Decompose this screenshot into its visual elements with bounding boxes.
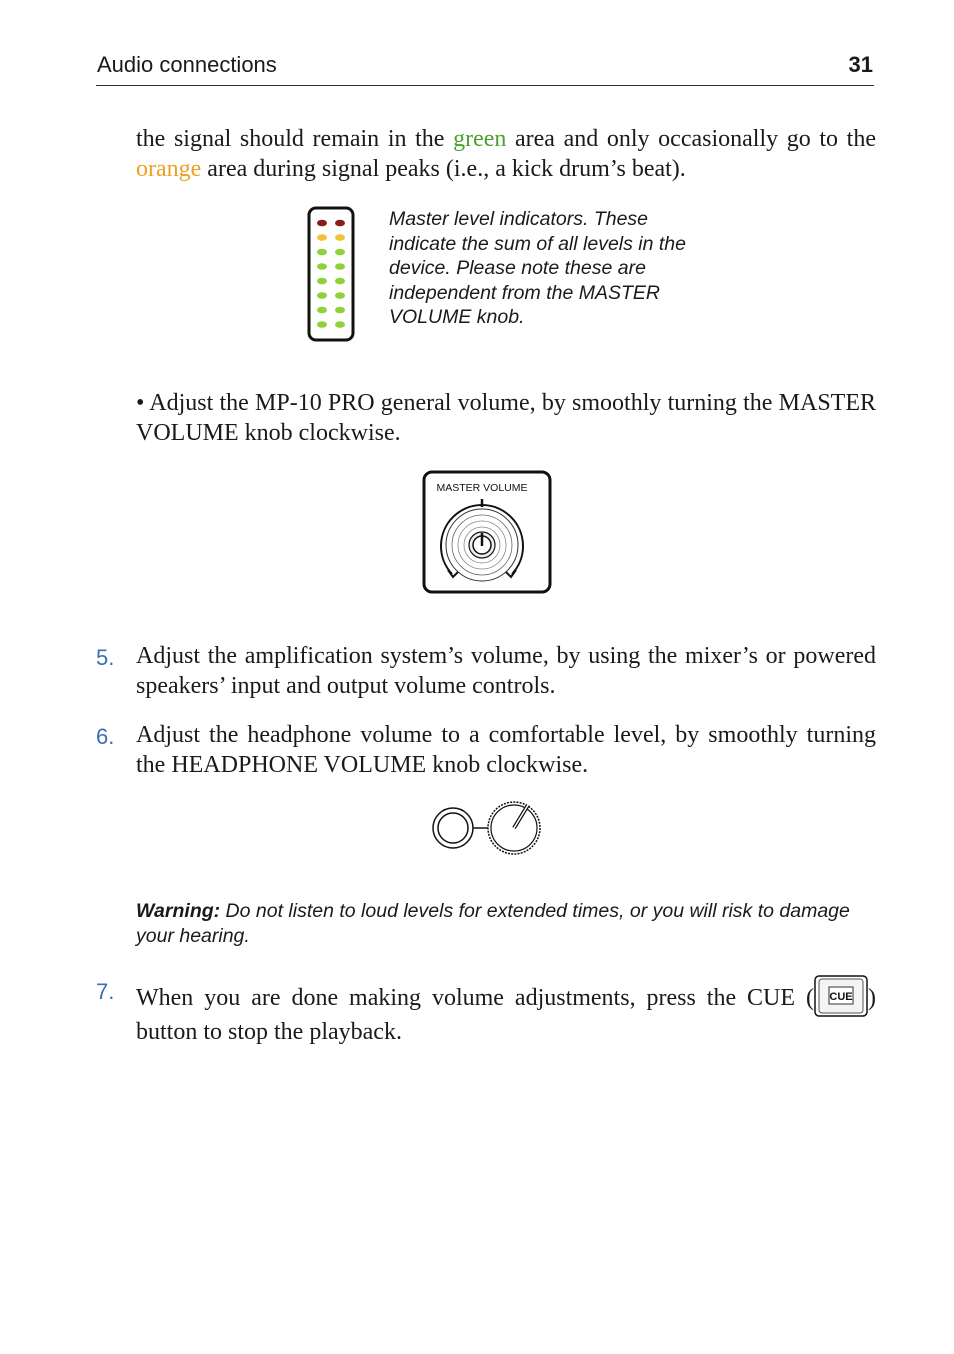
warning-text: Do not listen to loud levels for extended times, or you will risk to damage your hearing. bbox=[136, 900, 850, 947]
intro-text-3: area during signal peaks (i.e., a kick drum’s beat). bbox=[201, 156, 686, 182]
led-indicator bbox=[335, 234, 345, 241]
green-word: green bbox=[453, 126, 507, 152]
page-number: 31 bbox=[848, 52, 873, 77]
warning-label: Warning: bbox=[136, 900, 221, 922]
step-number-7: 7. bbox=[96, 979, 115, 1004]
header-rule bbox=[96, 85, 874, 86]
master-volume-knob-icon bbox=[422, 470, 552, 594]
intro-text-1: the signal should remain in the bbox=[136, 126, 454, 152]
led-indicator bbox=[335, 263, 345, 270]
step-6-text: Adjust the headphone volume to a comfortable level, by smoothly turning the HEADPHONE VOLUME knob clockwise. bbox=[136, 722, 876, 778]
intro-text-2: area and only occasionally go to the bbox=[506, 126, 877, 152]
step-5-text: Adjust the amplification system’s volume, by using the mixer’s or powered speakers’ input and output volume controls. bbox=[136, 643, 876, 699]
cue-button-label: CUE bbox=[829, 991, 853, 1003]
cue-button-icon bbox=[814, 975, 868, 1017]
led-indicator bbox=[317, 249, 327, 256]
level-meter-icon bbox=[307, 206, 355, 342]
step-number-6: 6. bbox=[96, 724, 115, 749]
led-indicator bbox=[335, 292, 345, 299]
headphone-volume-icon bbox=[430, 800, 546, 856]
led-indicator bbox=[335, 307, 345, 314]
led-indicator bbox=[317, 307, 327, 314]
meter-caption: Master level indicators. These indicate the sum of all levels in the device. Please note these are independent from the MASTER VOLUME knob. bbox=[389, 208, 686, 329]
bullet-paragraph: • Adjust the MP-10 PRO general volume, by smoothly turning the MASTER VOLUME knob clockwise. bbox=[136, 390, 876, 446]
led-indicator bbox=[317, 292, 327, 299]
master-volume-label: MASTER VOLUME bbox=[436, 482, 528, 494]
step-7-text-before: When you are done making volume adjustments, press the CUE ( bbox=[136, 985, 814, 1011]
led-indicator bbox=[335, 278, 345, 285]
intro-paragraph bbox=[136, 124, 876, 184]
led-indicator bbox=[335, 220, 345, 227]
led-indicator bbox=[335, 321, 345, 328]
step-number-5: 5. bbox=[96, 645, 115, 670]
warning-note bbox=[136, 899, 881, 949]
led-indicator bbox=[317, 278, 327, 285]
step-7-text bbox=[136, 975, 876, 1047]
led-indicator bbox=[317, 263, 327, 270]
led-indicator bbox=[317, 234, 327, 241]
led-indicator bbox=[317, 220, 327, 227]
section-title: Audio connections bbox=[97, 52, 277, 77]
step-7-text-after: ) button to stop the playback. bbox=[136, 985, 876, 1045]
led-indicator bbox=[335, 249, 345, 256]
led-indicator bbox=[317, 321, 327, 328]
orange-word: orange bbox=[136, 156, 202, 182]
